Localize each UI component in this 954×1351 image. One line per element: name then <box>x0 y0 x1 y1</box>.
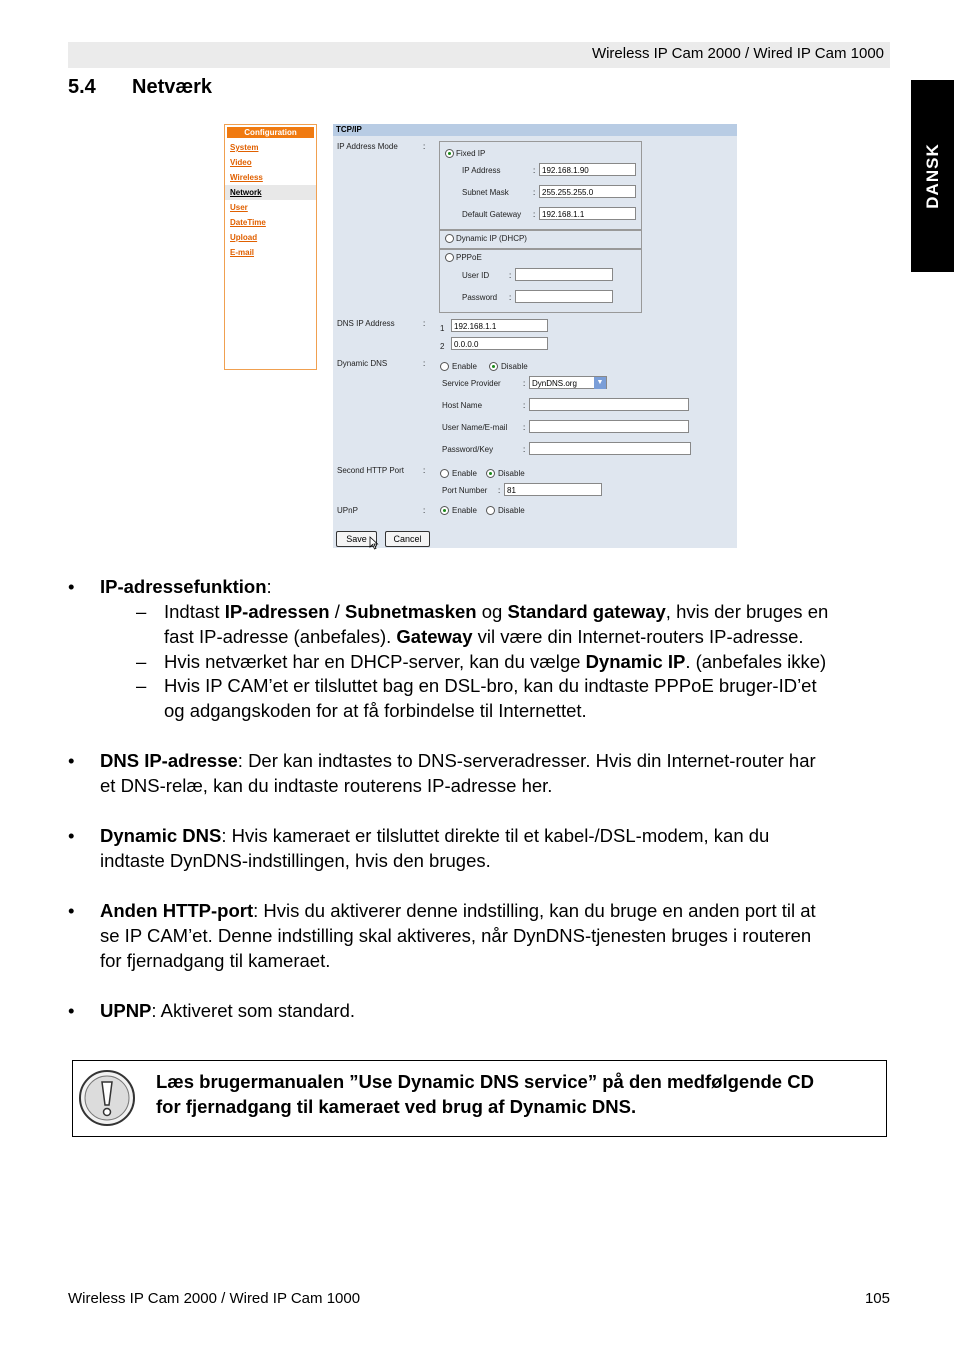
colon: : <box>533 188 536 197</box>
username-input[interactable] <box>529 420 689 433</box>
divider <box>439 229 642 231</box>
bullet-http-line2: se IP CAM’et. Denne indstilling skal aktiveres, når DynDNS-tjenesten bruges i routeren <box>100 925 812 946</box>
dhcp-radio[interactable] <box>445 234 454 243</box>
bullet: • <box>68 825 75 846</box>
divider <box>439 248 642 250</box>
dash-pppoe-line2: og adgangskoden for at få forbindelse til Internettet. <box>164 700 587 721</box>
username-label: User Name/E-mail <box>442 423 508 432</box>
nav-item-video[interactable]: Video <box>230 158 252 167</box>
pppoe-radio[interactable] <box>445 253 454 262</box>
bullet-ddns-line1: Dynamic DNS: Hvis kameraet er tilsluttet direkte til et kabel-/DSL-modem, kan du <box>100 825 770 846</box>
colon: : <box>523 423 526 432</box>
dash: – <box>136 601 147 622</box>
nav-item-system[interactable]: System <box>230 143 259 152</box>
save-button[interactable]: Save <box>336 531 377 547</box>
bullet: • <box>68 750 75 771</box>
bullet-ip-mode: IP-adressefunktion: <box>100 576 272 597</box>
ip-mode-label: IP Address Mode <box>337 142 398 151</box>
colon: : <box>509 293 512 302</box>
http-enable-radio[interactable] <box>440 469 449 478</box>
dash-fixed-ip-line2: fast IP-adresse (anbefales). Gateway vil være din Internet-routers IP-adresse. <box>164 626 804 647</box>
bullet-http-line3: for fjernadgang til kameraet. <box>100 950 331 971</box>
footer-product: Wireless IP Cam 2000 / Wired IP Cam 1000 <box>68 1290 361 1307</box>
dash-pppoe-line1: Hvis IP CAM’et er tilsluttet bag en DSL-bro, kan du indtaste PPPoE bruger-ID’et <box>164 675 817 696</box>
dns-label: DNS IP Address <box>337 319 395 328</box>
subnet-label: Subnet Mask <box>462 188 509 197</box>
colon: : <box>423 506 426 515</box>
dns1-index: 1 <box>440 324 445 333</box>
upnp-enable-radio[interactable] <box>440 506 449 515</box>
language-tab <box>911 80 954 272</box>
gateway-label: Default Gateway <box>462 210 522 219</box>
upnp-disable-radio[interactable] <box>486 506 495 515</box>
bullet-ddns-line2: indtaste DynDNS-indstillingen, hvis den bruges. <box>100 850 491 871</box>
tcpip-form <box>333 124 737 548</box>
upnp-label: UPnP <box>337 506 358 515</box>
language-tab-label: DANSK <box>922 143 942 209</box>
dns2-input[interactable]: 0.0.0.0 <box>451 337 548 350</box>
bullet-http-line1: Anden HTTP-port: Hvis du aktiverer denne indstilling, kan du bruge en anden port til at <box>100 900 816 921</box>
dash: – <box>136 675 147 696</box>
nav-title: Configuration <box>227 127 314 138</box>
ip-address-input[interactable]: 192.168.1.90 <box>539 163 636 176</box>
ddns-enable-label: Enable <box>452 362 477 371</box>
colon: : <box>423 359 426 368</box>
nav-item-network[interactable]: Network <box>225 185 316 200</box>
pppoe-label: PPPoE <box>456 253 482 262</box>
config-nav <box>224 124 317 370</box>
colon: : <box>423 142 426 151</box>
ddns-disable-radio[interactable] <box>489 362 498 371</box>
fixed-ip-radio[interactable] <box>445 149 454 158</box>
ddns-label: Dynamic DNS <box>337 359 388 368</box>
passkey-label: Password/Key <box>442 445 494 454</box>
cursor-icon <box>369 536 379 550</box>
note-line2: for fjernadgang til kameraet ved brug af Dynamic DNS. <box>156 1096 637 1117</box>
nav-item-user[interactable]: User <box>230 203 248 212</box>
colon: : <box>523 445 526 454</box>
password-input[interactable] <box>515 290 613 303</box>
colon: : <box>533 166 536 175</box>
header-product: Wireless IP Cam 2000 / Wired IP Cam 1000 <box>591 45 884 62</box>
page-number: 105 <box>864 1290 890 1307</box>
colon: : <box>423 319 426 328</box>
upnp-enable-label: Enable <box>452 506 477 515</box>
colon: : <box>523 379 526 388</box>
bullet: • <box>68 1000 75 1021</box>
warning-icon <box>78 1069 136 1127</box>
nav-item-datetime[interactable]: DateTime <box>230 218 266 227</box>
note-box <box>72 1060 887 1137</box>
http-disable-label: Disable <box>498 469 525 478</box>
config-screenshot <box>224 122 738 550</box>
upnp-disable-label: Disable <box>498 506 525 515</box>
bullet: • <box>68 576 75 597</box>
provider-select[interactable]: DynDNS.org <box>529 376 607 389</box>
dash: – <box>136 651 147 672</box>
chevron-down-icon[interactable]: ▼ <box>594 377 606 389</box>
ddns-enable-radio[interactable] <box>440 362 449 371</box>
nav-item-email[interactable]: E-mail <box>230 248 255 257</box>
dns2-index: 2 <box>440 342 445 351</box>
section-title: Netværk <box>132 76 213 98</box>
cancel-button[interactable]: Cancel <box>385 531 430 547</box>
http-port-label: Second HTTP Port <box>337 466 404 475</box>
port-label: Port Number <box>442 486 488 495</box>
colon: : <box>523 401 526 410</box>
provider-label: Service Provider <box>442 379 501 388</box>
dns1-input[interactable]: 192.168.1.1 <box>451 319 548 332</box>
panel-title: TCP/IP <box>333 124 737 136</box>
gateway-input[interactable]: 192.168.1.1 <box>539 207 636 220</box>
bullet: • <box>68 900 75 921</box>
host-input[interactable] <box>529 398 689 411</box>
nav-item-upload[interactable]: Upload <box>230 233 258 242</box>
colon: : <box>533 210 536 219</box>
note-line1: Læs brugermanualen ”Use Dynamic DNS service” på den medfølgende CD <box>156 1071 814 1092</box>
dash-fixed-ip-line1: Indtast IP-adressen / Subnetmasken og Standard gateway, hvis der bruges en <box>164 601 829 622</box>
password-label: Password <box>462 293 498 302</box>
ddns-disable-label: Disable <box>501 362 528 371</box>
http-enable-label: Enable <box>452 469 477 478</box>
bullet-upnp: UPNP: Aktiveret som standard. <box>100 1000 355 1021</box>
user-id-label: User ID <box>462 271 490 280</box>
http-disable-radio[interactable] <box>486 469 495 478</box>
nav-item-wireless[interactable]: Wireless <box>230 173 263 182</box>
section-number: 5.4 <box>68 76 96 98</box>
fixed-ip-label: Fixed IP <box>456 149 486 158</box>
colon: : <box>423 466 426 475</box>
colon: : <box>498 486 501 495</box>
user-id-input[interactable] <box>515 268 613 281</box>
subnet-input[interactable]: 255.255.255.0 <box>539 185 636 198</box>
dhcp-label: Dynamic IP (DHCP) <box>456 234 527 243</box>
host-label: Host Name <box>442 401 483 410</box>
passkey-input[interactable] <box>529 442 691 455</box>
bullet-dns-line1: DNS IP-adresse: Der kan indtastes to DNS-serveradresser. Hvis din Internet-router har <box>100 750 816 771</box>
colon: : <box>509 271 512 280</box>
bullet-dns-line2: et DNS-relæ, kan du indtaste routerens IP-adresse her. <box>100 775 553 796</box>
port-input[interactable]: 81 <box>504 483 602 496</box>
dash-dhcp: Hvis netværket har en DHCP-server, kan du vælge Dynamic IP. (anbefales ikke) <box>164 651 827 672</box>
ip-address-label: IP Address <box>462 166 501 175</box>
